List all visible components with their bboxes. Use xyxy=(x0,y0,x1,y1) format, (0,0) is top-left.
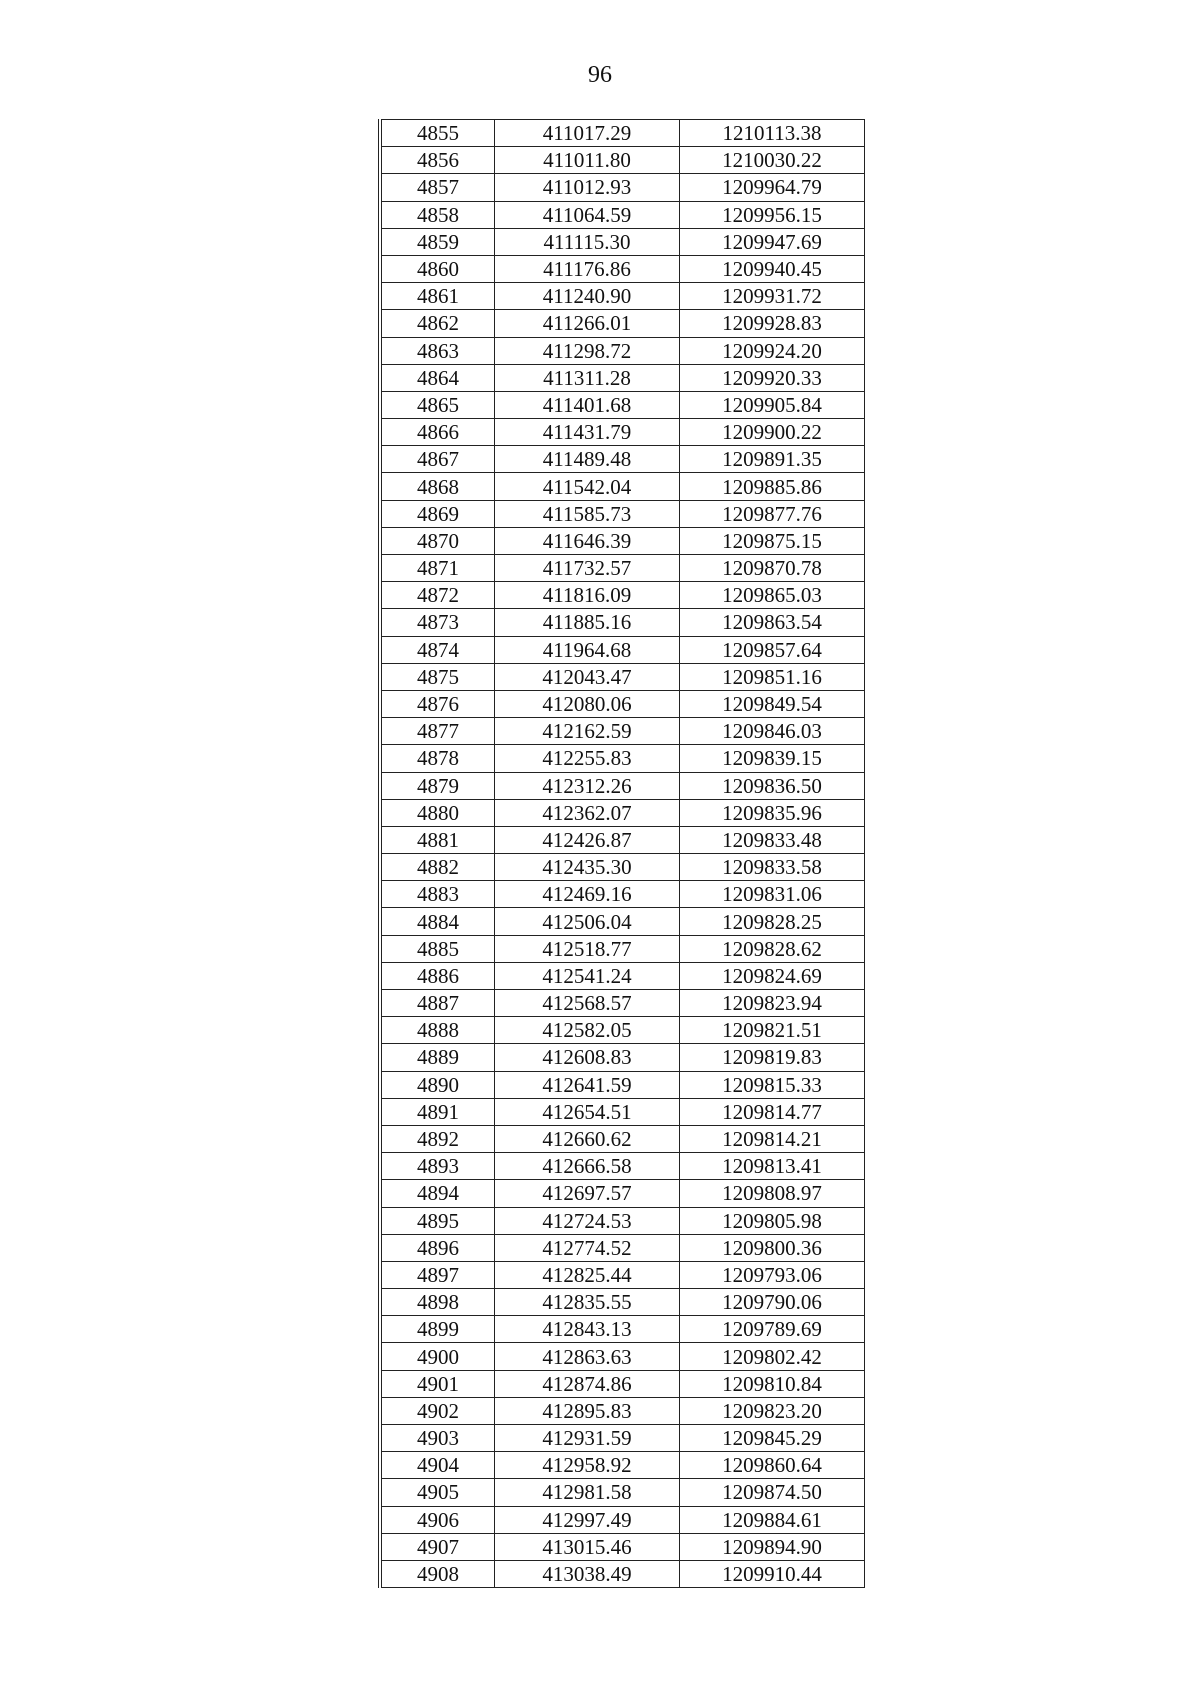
x-coordinate-cell: 412997.49 xyxy=(495,1506,680,1533)
point-id-cell: 4906 xyxy=(380,1506,495,1533)
table-row xyxy=(380,446,865,473)
x-coordinate-cell: 412654.51 xyxy=(495,1098,680,1125)
table-row xyxy=(380,826,865,853)
table-row xyxy=(380,690,865,717)
y-coordinate-cell: 1209836.50 xyxy=(680,772,865,799)
y-coordinate-cell: 1209828.62 xyxy=(680,935,865,962)
point-id-cell: 4897 xyxy=(380,1261,495,1288)
point-id-cell: 4882 xyxy=(380,854,495,881)
table-row xyxy=(380,1044,865,1071)
table-row xyxy=(380,419,865,446)
y-coordinate-cell: 1209920.33 xyxy=(680,364,865,391)
y-coordinate-cell: 1209875.15 xyxy=(680,527,865,554)
table-row xyxy=(380,990,865,1017)
table-row xyxy=(380,473,865,500)
x-coordinate-cell: 412874.86 xyxy=(495,1370,680,1397)
x-coordinate-cell: 411311.28 xyxy=(495,364,680,391)
x-coordinate-cell: 411542.04 xyxy=(495,473,680,500)
point-id-cell: 4869 xyxy=(380,500,495,527)
point-id-cell: 4903 xyxy=(380,1425,495,1452)
y-coordinate-cell: 1209947.69 xyxy=(680,228,865,255)
table-row xyxy=(380,962,865,989)
y-coordinate-cell: 1209860.64 xyxy=(680,1452,865,1479)
table-row xyxy=(380,1261,865,1288)
table-row xyxy=(380,1425,865,1452)
x-coordinate-cell: 412958.92 xyxy=(495,1452,680,1479)
y-coordinate-cell: 1209928.83 xyxy=(680,310,865,337)
y-coordinate-cell: 1209800.36 xyxy=(680,1234,865,1261)
y-coordinate-cell: 1209874.50 xyxy=(680,1479,865,1506)
point-id-cell: 4858 xyxy=(380,201,495,228)
x-coordinate-cell: 412582.05 xyxy=(495,1017,680,1044)
point-id-cell: 4859 xyxy=(380,228,495,255)
point-id-cell: 4872 xyxy=(380,582,495,609)
point-id-cell: 4895 xyxy=(380,1207,495,1234)
y-coordinate-cell: 1209824.69 xyxy=(680,962,865,989)
coordinate-table-body xyxy=(380,120,865,1588)
y-coordinate-cell: 1209831.06 xyxy=(680,881,865,908)
point-id-cell: 4904 xyxy=(380,1452,495,1479)
x-coordinate-cell: 411240.90 xyxy=(495,283,680,310)
table-row xyxy=(380,1316,865,1343)
table-row xyxy=(380,1234,865,1261)
y-coordinate-cell: 1209964.79 xyxy=(680,174,865,201)
point-id-cell: 4907 xyxy=(380,1533,495,1560)
x-coordinate-cell: 411064.59 xyxy=(495,201,680,228)
y-coordinate-cell: 1209877.76 xyxy=(680,500,865,527)
x-coordinate-cell: 411298.72 xyxy=(495,337,680,364)
x-coordinate-cell: 412435.30 xyxy=(495,854,680,881)
table-row xyxy=(380,337,865,364)
table-row xyxy=(380,935,865,962)
point-id-cell: 4865 xyxy=(380,391,495,418)
y-coordinate-cell: 1209870.78 xyxy=(680,555,865,582)
x-coordinate-cell: 412863.63 xyxy=(495,1343,680,1370)
y-coordinate-cell: 1209835.96 xyxy=(680,799,865,826)
table-row xyxy=(380,1533,865,1560)
point-id-cell: 4864 xyxy=(380,364,495,391)
table-row xyxy=(380,228,865,255)
table-row xyxy=(380,1207,865,1234)
point-id-cell: 4887 xyxy=(380,990,495,1017)
y-coordinate-cell: 1209894.90 xyxy=(680,1533,865,1560)
x-coordinate-cell: 412312.26 xyxy=(495,772,680,799)
y-coordinate-cell: 1209814.21 xyxy=(680,1125,865,1152)
x-coordinate-cell: 412043.47 xyxy=(495,663,680,690)
point-id-cell: 4862 xyxy=(380,310,495,337)
table-row xyxy=(380,854,865,881)
table-row xyxy=(380,772,865,799)
table-row xyxy=(380,1180,865,1207)
x-coordinate-cell: 412641.59 xyxy=(495,1071,680,1098)
table-row xyxy=(380,582,865,609)
table-row xyxy=(380,255,865,282)
y-coordinate-cell: 1209814.77 xyxy=(680,1098,865,1125)
y-coordinate-cell: 1209833.48 xyxy=(680,826,865,853)
y-coordinate-cell: 1209810.84 xyxy=(680,1370,865,1397)
table-row xyxy=(380,1506,865,1533)
table-row xyxy=(380,1098,865,1125)
x-coordinate-cell: 411266.01 xyxy=(495,310,680,337)
x-coordinate-cell: 411431.79 xyxy=(495,419,680,446)
x-coordinate-cell: 412506.04 xyxy=(495,908,680,935)
x-coordinate-cell: 412825.44 xyxy=(495,1261,680,1288)
y-coordinate-cell: 1209900.22 xyxy=(680,419,865,446)
table-row xyxy=(380,555,865,582)
x-coordinate-cell: 411885.16 xyxy=(495,609,680,636)
table-row xyxy=(380,1017,865,1044)
point-id-cell: 4877 xyxy=(380,718,495,745)
y-coordinate-cell: 1209808.97 xyxy=(680,1180,865,1207)
y-coordinate-cell: 1209851.16 xyxy=(680,663,865,690)
y-coordinate-cell: 1209819.83 xyxy=(680,1044,865,1071)
y-coordinate-cell: 1210113.38 xyxy=(680,120,865,147)
table-row xyxy=(380,1560,865,1587)
point-id-cell: 4870 xyxy=(380,527,495,554)
point-id-cell: 4878 xyxy=(380,745,495,772)
y-coordinate-cell: 1209884.61 xyxy=(680,1506,865,1533)
x-coordinate-cell: 413038.49 xyxy=(495,1560,680,1587)
y-coordinate-cell: 1209828.25 xyxy=(680,908,865,935)
y-coordinate-cell: 1209891.35 xyxy=(680,446,865,473)
x-coordinate-cell: 411017.29 xyxy=(495,120,680,147)
point-id-cell: 4855 xyxy=(380,120,495,147)
x-coordinate-cell: 412835.55 xyxy=(495,1289,680,1316)
x-coordinate-cell: 411732.57 xyxy=(495,555,680,582)
y-coordinate-cell: 1209813.41 xyxy=(680,1153,865,1180)
y-coordinate-cell: 1209790.06 xyxy=(680,1289,865,1316)
point-id-cell: 4905 xyxy=(380,1479,495,1506)
table-row xyxy=(380,908,865,935)
point-id-cell: 4875 xyxy=(380,663,495,690)
point-id-cell: 4898 xyxy=(380,1289,495,1316)
table-row xyxy=(380,663,865,690)
x-coordinate-cell: 411176.86 xyxy=(495,255,680,282)
x-coordinate-cell: 412774.52 xyxy=(495,1234,680,1261)
table-row xyxy=(380,1289,865,1316)
table-row xyxy=(380,391,865,418)
x-coordinate-cell: 412568.57 xyxy=(495,990,680,1017)
table-row xyxy=(380,283,865,310)
table-row xyxy=(380,1479,865,1506)
x-coordinate-cell: 412162.59 xyxy=(495,718,680,745)
x-coordinate-cell: 412843.13 xyxy=(495,1316,680,1343)
table-row xyxy=(380,174,865,201)
x-coordinate-cell: 412518.77 xyxy=(495,935,680,962)
y-coordinate-cell: 1209846.03 xyxy=(680,718,865,745)
table-row xyxy=(380,120,865,147)
y-coordinate-cell: 1209910.44 xyxy=(680,1560,865,1587)
x-coordinate-cell: 412666.58 xyxy=(495,1153,680,1180)
point-id-cell: 4900 xyxy=(380,1343,495,1370)
table-row xyxy=(380,201,865,228)
point-id-cell: 4890 xyxy=(380,1071,495,1098)
point-id-cell: 4902 xyxy=(380,1397,495,1424)
x-coordinate-cell: 411012.93 xyxy=(495,174,680,201)
table-row xyxy=(380,500,865,527)
y-coordinate-cell: 1209802.42 xyxy=(680,1343,865,1370)
x-coordinate-cell: 413015.46 xyxy=(495,1533,680,1560)
y-coordinate-cell: 1209793.06 xyxy=(680,1261,865,1288)
page-number: 96 xyxy=(588,62,612,88)
point-id-cell: 4863 xyxy=(380,337,495,364)
coordinate-table xyxy=(378,119,865,1588)
point-id-cell: 4857 xyxy=(380,174,495,201)
x-coordinate-cell: 411816.09 xyxy=(495,582,680,609)
y-coordinate-cell: 1209905.84 xyxy=(680,391,865,418)
x-coordinate-cell: 412931.59 xyxy=(495,1425,680,1452)
x-coordinate-cell: 412660.62 xyxy=(495,1125,680,1152)
point-id-cell: 4873 xyxy=(380,609,495,636)
x-coordinate-cell: 412608.83 xyxy=(495,1044,680,1071)
table-row xyxy=(380,1071,865,1098)
table-row xyxy=(380,745,865,772)
x-coordinate-cell: 411964.68 xyxy=(495,636,680,663)
point-id-cell: 4908 xyxy=(380,1560,495,1587)
y-coordinate-cell: 1209849.54 xyxy=(680,690,865,717)
x-coordinate-cell: 412426.87 xyxy=(495,826,680,853)
point-id-cell: 4879 xyxy=(380,772,495,799)
point-id-cell: 4856 xyxy=(380,147,495,174)
table-row xyxy=(380,1452,865,1479)
y-coordinate-cell: 1209839.15 xyxy=(680,745,865,772)
y-coordinate-cell: 1209857.64 xyxy=(680,636,865,663)
y-coordinate-cell: 1209924.20 xyxy=(680,337,865,364)
x-coordinate-cell: 411401.68 xyxy=(495,391,680,418)
point-id-cell: 4889 xyxy=(380,1044,495,1071)
y-coordinate-cell: 1209823.94 xyxy=(680,990,865,1017)
table-row xyxy=(380,1343,865,1370)
table-row xyxy=(380,147,865,174)
x-coordinate-cell: 411489.48 xyxy=(495,446,680,473)
point-id-cell: 4866 xyxy=(380,419,495,446)
table-row xyxy=(380,1125,865,1152)
point-id-cell: 4888 xyxy=(380,1017,495,1044)
table-row xyxy=(380,310,865,337)
point-id-cell: 4884 xyxy=(380,908,495,935)
table-row xyxy=(380,881,865,908)
point-id-cell: 4876 xyxy=(380,690,495,717)
point-id-cell: 4883 xyxy=(380,881,495,908)
y-coordinate-cell: 1209931.72 xyxy=(680,283,865,310)
point-id-cell: 4861 xyxy=(380,283,495,310)
point-id-cell: 4901 xyxy=(380,1370,495,1397)
y-coordinate-cell: 1209865.03 xyxy=(680,582,865,609)
point-id-cell: 4894 xyxy=(380,1180,495,1207)
point-id-cell: 4891 xyxy=(380,1098,495,1125)
y-coordinate-cell: 1209821.51 xyxy=(680,1017,865,1044)
point-id-cell: 4874 xyxy=(380,636,495,663)
y-coordinate-cell: 1209956.15 xyxy=(680,201,865,228)
x-coordinate-cell: 412895.83 xyxy=(495,1397,680,1424)
table-row xyxy=(380,609,865,636)
point-id-cell: 4860 xyxy=(380,255,495,282)
point-id-cell: 4899 xyxy=(380,1316,495,1343)
y-coordinate-cell: 1209815.33 xyxy=(680,1071,865,1098)
point-id-cell: 4880 xyxy=(380,799,495,826)
table-row xyxy=(380,527,865,554)
y-coordinate-cell: 1209805.98 xyxy=(680,1207,865,1234)
table-row xyxy=(380,1397,865,1424)
x-coordinate-cell: 412080.06 xyxy=(495,690,680,717)
y-coordinate-cell: 1209863.54 xyxy=(680,609,865,636)
x-coordinate-cell: 412469.16 xyxy=(495,881,680,908)
y-coordinate-cell: 1209940.45 xyxy=(680,255,865,282)
y-coordinate-cell: 1209845.29 xyxy=(680,1425,865,1452)
table-row xyxy=(380,364,865,391)
x-coordinate-cell: 411011.80 xyxy=(495,147,680,174)
table-row xyxy=(380,636,865,663)
x-coordinate-cell: 411646.39 xyxy=(495,527,680,554)
y-coordinate-cell: 1209833.58 xyxy=(680,854,865,881)
point-id-cell: 4871 xyxy=(380,555,495,582)
x-coordinate-cell: 412362.07 xyxy=(495,799,680,826)
x-coordinate-cell: 412255.83 xyxy=(495,745,680,772)
point-id-cell: 4881 xyxy=(380,826,495,853)
point-id-cell: 4893 xyxy=(380,1153,495,1180)
x-coordinate-cell: 411585.73 xyxy=(495,500,680,527)
table-row xyxy=(380,1370,865,1397)
point-id-cell: 4867 xyxy=(380,446,495,473)
x-coordinate-cell: 412697.57 xyxy=(495,1180,680,1207)
table-row xyxy=(380,1153,865,1180)
x-coordinate-cell: 412541.24 xyxy=(495,962,680,989)
point-id-cell: 4868 xyxy=(380,473,495,500)
x-coordinate-cell: 412981.58 xyxy=(495,1479,680,1506)
y-coordinate-cell: 1209789.69 xyxy=(680,1316,865,1343)
y-coordinate-cell: 1209823.20 xyxy=(680,1397,865,1424)
x-coordinate-cell: 411115.30 xyxy=(495,228,680,255)
point-id-cell: 4896 xyxy=(380,1234,495,1261)
y-coordinate-cell: 1209885.86 xyxy=(680,473,865,500)
point-id-cell: 4892 xyxy=(380,1125,495,1152)
point-id-cell: 4885 xyxy=(380,935,495,962)
x-coordinate-cell: 412724.53 xyxy=(495,1207,680,1234)
point-id-cell: 4886 xyxy=(380,962,495,989)
y-coordinate-cell: 1210030.22 xyxy=(680,147,865,174)
table-row xyxy=(380,799,865,826)
table-row xyxy=(380,718,865,745)
